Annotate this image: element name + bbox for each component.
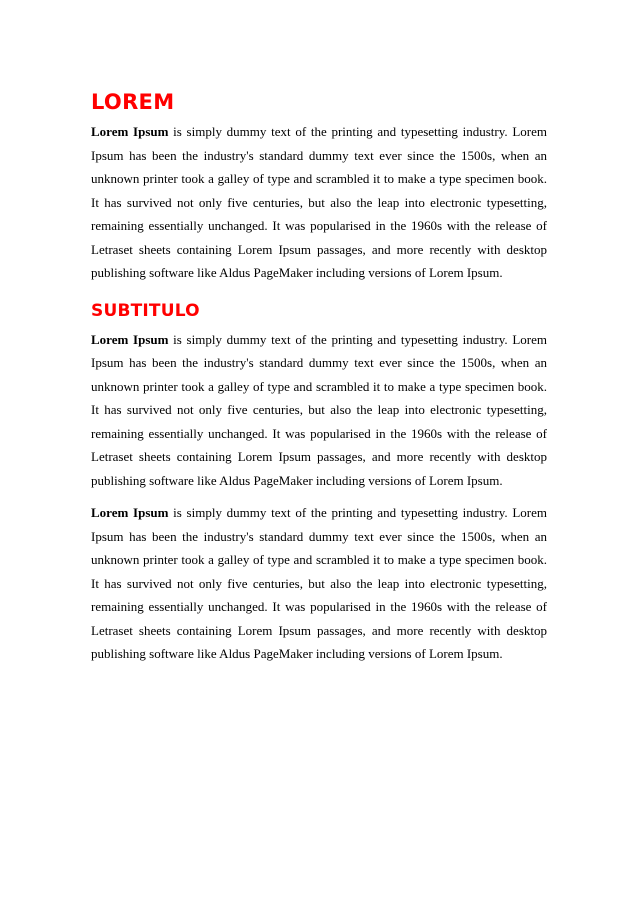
paragraph-2-body: is simply dummy text of the printing and typesetting industry. Lorem Ipsum has been the industry's standard dummy text ever since the 1500s, when an unknown printer took a galley of type and scrambled it to make a type specimen book. It has survived not only five centuries, but also the leap into electronic typesetting, remaining essentially unchanged. It was popularised in the 1960s with the release of Letraset sheets containing Lorem Ipsum passages, and more recently with desktop publishing software like Aldus PageMaker including versions of Lorem Ipsum. (91, 331, 547, 488)
document-subheading: SUBTITULO (91, 300, 200, 321)
paragraph-2 (91, 328, 547, 493)
document-content (91, 88, 547, 666)
paragraph-3-lead: Lorem Ipsum (91, 505, 169, 520)
paragraph-1-lead: Lorem Ipsum (91, 124, 169, 139)
document-heading: LOREM (91, 90, 175, 114)
paragraph-2-lead: Lorem Ipsum (91, 331, 169, 347)
paragraph-1-body: is simply dummy text of the printing and typesetting industry. Lorem Ipsum has been the industry's standard dummy text ever since the 1500s, when an unknown printer took a galley of type and scrambled it to make a type specimen book. It has survived not only five centuries, but also the leap into electronic typesetting, remaining essentially unchanged. It was popularised in the 1960s with the release of Letraset sheets containing Lorem Ipsum passages, and more recently with desktop publishing software like Aldus PageMaker including versions of Lorem Ipsum. (91, 124, 547, 280)
paragraph-3 (91, 501, 547, 666)
paragraph-1 (91, 120, 547, 285)
paragraph-3-body: is simply dummy text of the printing and typesetting industry. Lorem Ipsum has been the industry's standard dummy text ever since the 1500s, when an unknown printer took a galley of type and scrambled it to make a type specimen book. It has survived not only five centuries, but also the leap into electronic typesetting, remaining essentially unchanged. It was popularised in the 1960s with the release of Letraset sheets containing Lorem Ipsum passages, and more recently with desktop publishing software like Aldus PageMaker including versions of Lorem Ipsum. (91, 505, 547, 661)
